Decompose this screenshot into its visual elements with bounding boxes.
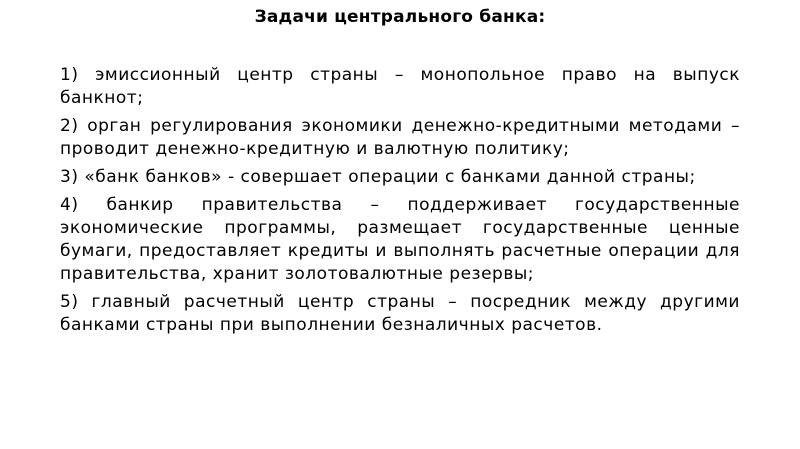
task-item-5: 5) главный расчетный центр страны – посредник между другими банками страны при выполнении безналичных расчетов. xyxy=(60,292,740,335)
task-list xyxy=(60,64,740,342)
task-item-3: 3) «банк банков» - совершает операции с банками данной страны; xyxy=(60,167,696,187)
task-item-4: 4) банкир правительства – поддерживает государственные экономические программы, размещает государственные ценные бумаги, предоставляет кредиты и выполнять расчетные операции для правительства, хранит золотовалютные резервы; xyxy=(60,195,740,284)
task-item-2: 2) орган регулирования экономики денежно-кредитными методами – проводит денежно-кредитную и валютную политику; xyxy=(60,116,740,159)
slide-title: Задачи центрального банка: xyxy=(254,7,546,27)
task-item-1: 1) эмиссионный центр страны – монопольное право на выпуск банкнот; xyxy=(60,65,740,108)
